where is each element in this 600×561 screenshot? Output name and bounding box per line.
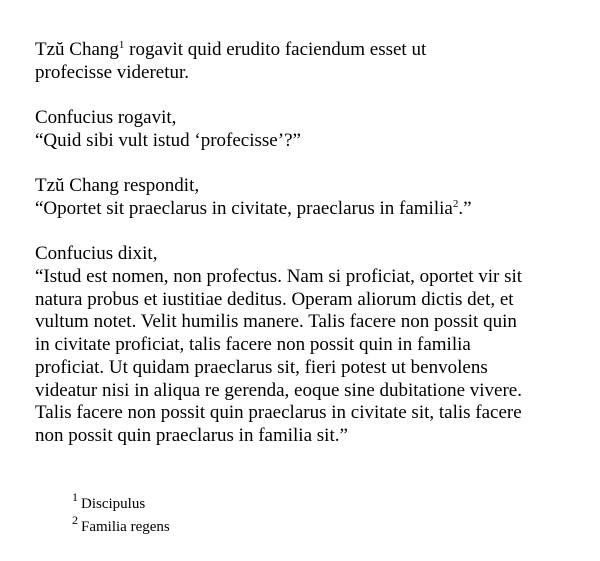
footnote-1: [72, 490, 170, 516]
footnote-text: Familia regens: [81, 519, 170, 535]
paragraph-text: rogavit quid erudito faciendum esset ut profecisse videretur.: [35, 39, 427, 83]
footnote-number: 2: [72, 513, 78, 527]
paragraph-confucius-reply: [35, 243, 525, 447]
document-body: [35, 39, 535, 470]
paragraph-confucius-question: Confucius rogavit, “Quid sibi vult istud ‘profecisse’?”: [35, 107, 301, 151]
footnote-ref-2: 2: [452, 197, 459, 210]
footnote-text: Discipulus: [81, 496, 146, 512]
paragraph-text: Tzŭ Chang: [35, 39, 119, 60]
footnote-ref-1: 1: [118, 39, 125, 51]
paragraph-tzu-chang-answer: [35, 175, 535, 220]
footnotes: [72, 490, 170, 539]
paragraph-text: .”: [458, 197, 472, 219]
reply-text: “Istud est nomen, non profectus. Nam si proficiat, oportet vir sit natura probus et iustitiae deditus. Operam aliorum dictis det, et vultum notet. Velit humilis manere. Talis facere non possit quin in civitate proficiat, talis facere non possit quin in familia proficiat. Ut quidam praeclarus sit, fieri potest ut benvolens videatur nisi in aliqua re gerenda, eoque sine dubitatione vivere. Talis facere non possit quin praeclarus in civitate sit, talis facere non possit quin praeclarus in familia sit.”: [35, 265, 523, 446]
speaker-line: Confucius dixit,: [35, 243, 158, 265]
paragraph-text: Tzŭ Chang respondit, “Oportet sit praeclarus in civitate, praeclarus in familia: [35, 175, 453, 219]
footnote-2: [72, 513, 170, 539]
footnote-number: 1: [72, 490, 78, 504]
paragraph-tzu-chang-question: [35, 39, 535, 84]
